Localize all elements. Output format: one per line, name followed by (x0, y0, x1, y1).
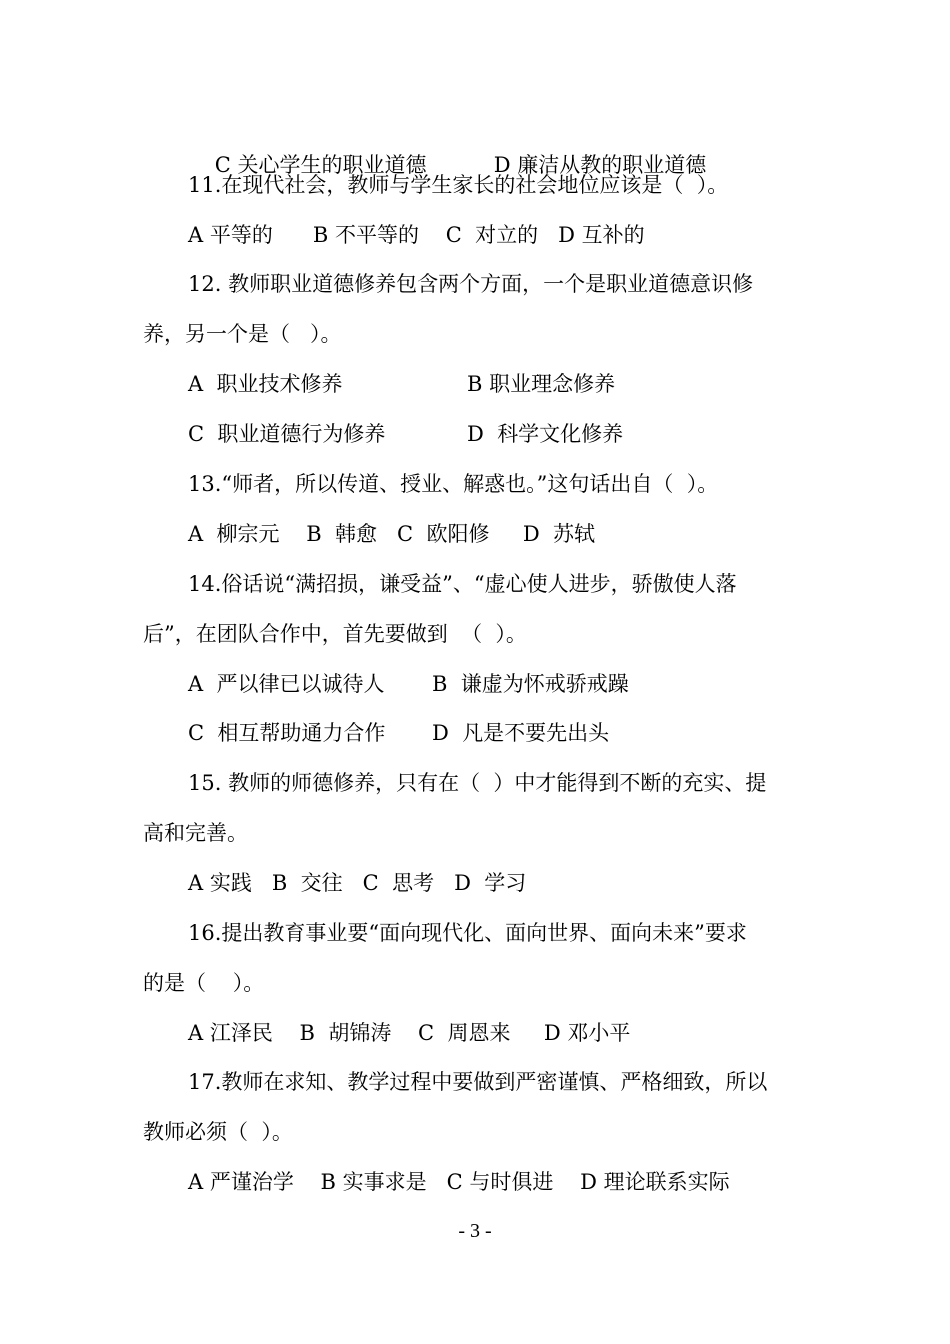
options-15: A 实践 B 交往 C 思考 D 学习 (188, 871, 527, 895)
question-12-cont: 养，另一个是（ ）。 (143, 322, 342, 346)
question-15: 15. 教师的师德修养，只有在（ ）中才能得到不断的充实、提 (188, 771, 767, 795)
option-b: B 职业理念修养 (467, 372, 616, 396)
question-13: 13.“师者，所以传道、授业、解惑也。”这句话出自（ ）。 (188, 472, 719, 496)
question-14-cont: 后”，在团队合作中，首先要做到 （ ）。 (143, 622, 527, 646)
option-d: D 科学文化修养 (467, 422, 624, 446)
question-12: 12. 教师职业道德修养包含两个方面，一个是职业道德意识修 (188, 272, 754, 296)
question-16: 16.提出教育事业要“面向现代化、面向世界、面向未来”要求 (188, 921, 747, 945)
option-a: A 职业技术修养 (188, 372, 343, 396)
option-a: A 严以律已以诚待人 (188, 672, 385, 696)
question-11: 11.在现代社会，教师与学生家长的社会地位应该是（ ）。 (188, 173, 729, 197)
question-17: 17.教师在求知、教学过程中要做到严密谨慎、严格细致，所以 (188, 1070, 768, 1094)
options-16: A 江泽民 B 胡锦涛 C 周恩来 D 邓小平 (188, 1021, 631, 1045)
option-c: C 相互帮助通力合作 (188, 721, 386, 745)
option-b: B 谦虚为怀戒骄戒躁 (432, 672, 629, 696)
option-d: D 廉洁从教的职业道德 (493, 153, 707, 177)
option-c: C 职业道德行为修养 (188, 422, 386, 446)
question-16-cont: 的是（ ）。 (143, 971, 265, 995)
option-d: D 凡是不要先出头 (432, 721, 610, 745)
question-14: 14.俗话说“满招损，谦受益”、“虚心使人进步，骄傲使人落 (188, 572, 737, 596)
options-11: A 平等的 B 不平等的 C 对立的 D 互补的 (188, 223, 645, 247)
page-number: - 3 - (458, 1220, 492, 1242)
question-15-cont: 高和完善。 (143, 821, 248, 845)
option-c: C 关心学生的职业道德 (214, 153, 427, 177)
options-13: A 柳宗元 B 韩愈 C 欧阳修 D 苏轼 (188, 522, 596, 546)
options-17: A 严谨治学 B 实事求是 C 与时俱进 D 理论联系实际 (188, 1170, 730, 1194)
question-17-cont: 教师必须（ ）。 (143, 1120, 293, 1144)
